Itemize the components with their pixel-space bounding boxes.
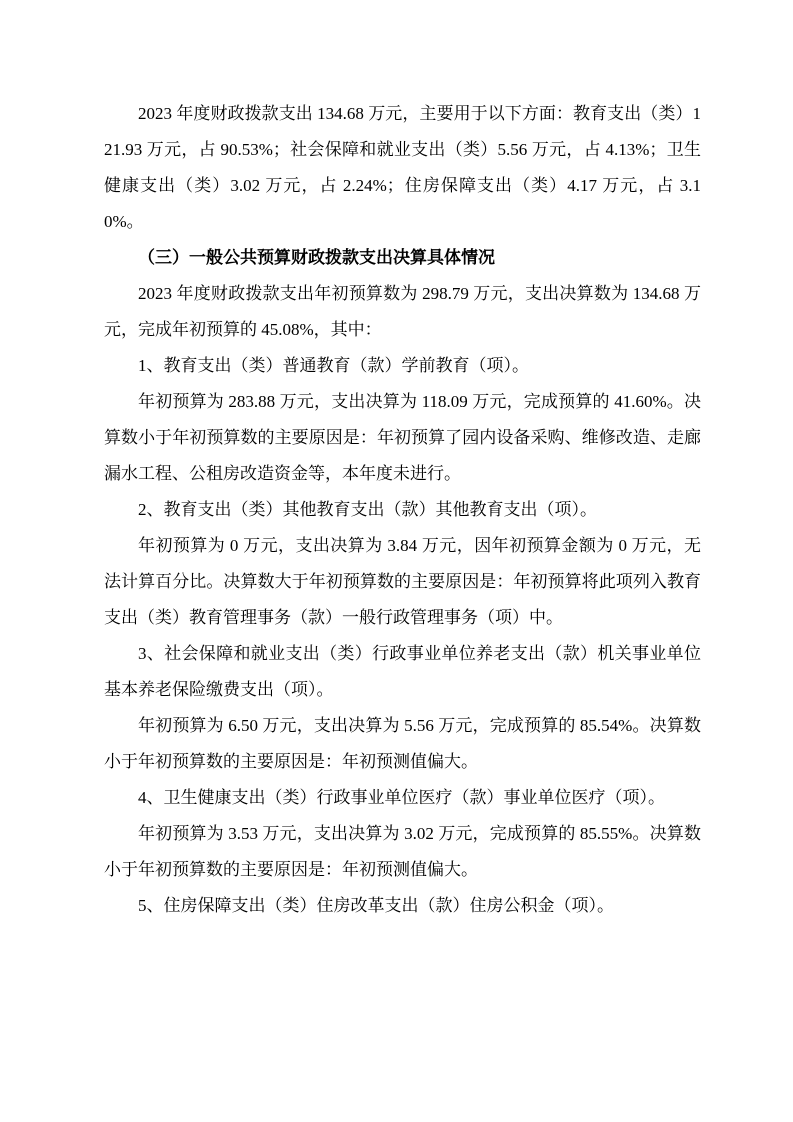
paragraph-item-2-title: 2、教育支出（类）其他教育支出（款）其他教育支出（项）。 (138, 500, 597, 519)
paragraph-item-1-title: 1、教育支出（类）普通教育（款）学前教育（项）。 (138, 356, 529, 375)
paragraph-item-2-detail: 年初预算为 0 万元，支出决算为 3.84 万元，因年初预算金额为 0 万元，无法计算百分比。决算数大于年初预算数的主要原因是：年初预算将此项列入教育支出（类）教育管理事务（款）一般行政管理事务（项）中。 (104, 536, 701, 627)
paragraph-item-1-detail: 年初预算为 283.88 万元，支出决算为 118.09 万元，完成预算的 41.60%。决算数小于年初预算数的主要原因是：年初预算了园内设备采购、维修改造、走廊漏水工程、公租房改造资金等，本年度未进行。 (104, 392, 701, 483)
paragraph-item-4-detail: 年初预算为 3.53 万元，支出决算为 3.02 万元，完成预算的 85.55%。决算数小于年初预算数的主要原因是：年初预测值偏大。 (104, 824, 701, 879)
paragraph-item-5-title: 5、住房保障支出（类）住房改革支出（款）住房公积金（项）。 (138, 896, 614, 915)
paragraph-expenditure-summary: 2023 年度财政拨款支出 134.68 万元，主要用于以下方面：教育支出（类）121.93 万元，占 90.53%；社会保障和就业支出（类）5.56 万元，占 4.13%；卫生健康支出（类）3.02 万元，占 2.24%；住房保障支出（类）4.17 万元，占 3.10%。 (104, 104, 701, 231)
paragraph-item-3-title: 3、社会保障和就业支出（类）行政事业单位养老支出（款）机关事业单位基本养老保险缴费支出（项）。 (104, 644, 701, 699)
section-heading: （三）一般公共预算财政拨款支出决算具体情况 (138, 248, 495, 267)
paragraph-budget-overview: 2023 年度财政拨款支出年初预算数为 298.79 万元，支出决算数为 134.68 万元，完成年初预算的 45.08%，其中： (104, 284, 701, 339)
paragraph-item-3-detail: 年初预算为 6.50 万元，支出决算为 5.56 万元，完成预算的 85.54%。决算数小于年初预算数的主要原因是：年初预测值偏大。 (104, 716, 701, 771)
paragraph-item-4-title: 4、卫生健康支出（类）行政事业单位医疗（款）事业单位医疗（项）。 (138, 788, 665, 807)
